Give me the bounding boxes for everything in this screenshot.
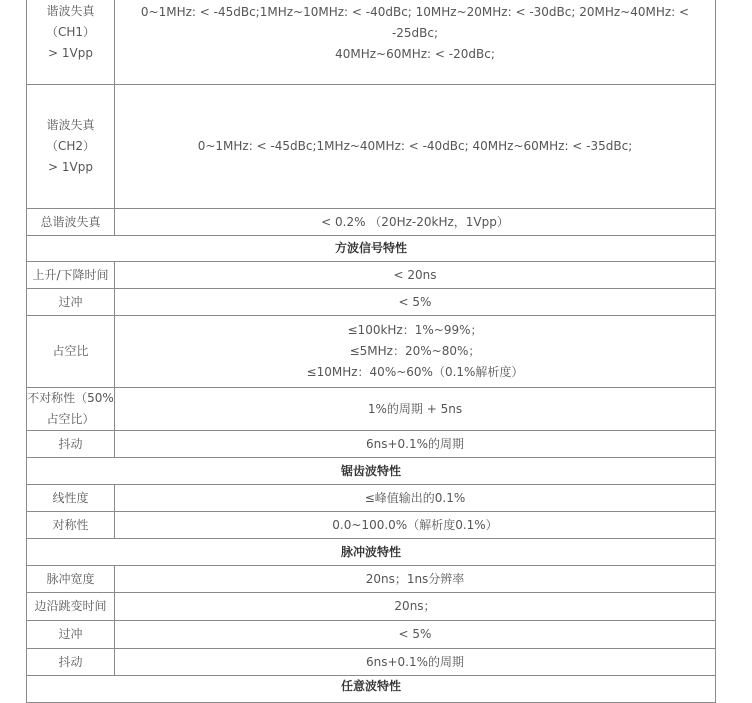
- table-row: [27, 85, 716, 209]
- row-value: 6ns+0.1%的周期: [115, 649, 716, 676]
- row-label: 对称性: [27, 512, 115, 539]
- row-label: 占空比: [27, 316, 115, 388]
- table-row: [27, 0, 716, 85]
- row-label: 脉冲宽度: [27, 566, 115, 593]
- row-label: [27, 85, 115, 209]
- table-row: [27, 209, 716, 236]
- row-value-line: 0~1MHz: < -45dBc;1MHz~10MHz: < -40dBc; 10MHz~20MHz: < -30dBc; 20MHz~40MHz: < -25dBc;: [140, 5, 690, 40]
- row-value: < 0.2% （20Hz-20kHz，1Vpp）: [115, 209, 716, 236]
- row-label-line: 不对称性（50%: [27, 391, 114, 405]
- row-value: ≤峰值输出的0.1%: [115, 485, 716, 512]
- section-title: 方波信号特性: [27, 236, 716, 262]
- table-row: [27, 512, 716, 539]
- row-label: 抖动: [27, 649, 115, 676]
- table-row: [27, 621, 716, 649]
- row-label: 抖动: [27, 431, 115, 458]
- table-row: [27, 289, 716, 316]
- section-header-row: [27, 458, 716, 485]
- row-label-line: > 1Vpp: [48, 160, 93, 174]
- row-value: 1%的周期 + 5ns: [115, 388, 716, 431]
- table-row: [27, 566, 716, 593]
- row-value: < 5%: [115, 621, 716, 649]
- row-label: [27, 388, 115, 431]
- row-label: 线性度: [27, 485, 115, 512]
- row-label: 过冲: [27, 289, 115, 316]
- row-value-line: ≤100kHz：1%~99%；: [347, 323, 483, 337]
- row-label: [27, 0, 115, 85]
- table-row: [27, 593, 716, 621]
- section-title: 任意波特性: [27, 676, 716, 703]
- row-value: 20ns；1ns分辨率: [115, 566, 716, 593]
- row-label-line: > 1Vpp: [48, 46, 93, 60]
- row-label: 边沿跳变时间: [27, 593, 115, 621]
- table-row: [27, 431, 716, 458]
- row-value-line: ≤10MHz：40%~60%（0.1%解析度）: [306, 365, 524, 379]
- section-header-row: [27, 676, 716, 703]
- row-value: < 20ns: [115, 262, 716, 289]
- row-label: 上升/下降时间: [27, 262, 115, 289]
- row-value: 0.0~100.0%（解析度0.1%）: [115, 512, 716, 539]
- section-title: 锯齿波特性: [27, 458, 716, 485]
- row-value: 6ns+0.1%的周期: [115, 431, 716, 458]
- table-row: [27, 649, 716, 676]
- row-label-line: （CH1）: [45, 25, 96, 39]
- row-value: [115, 316, 716, 388]
- table-row: [27, 262, 716, 289]
- row-value: [115, 0, 716, 85]
- table-row: [27, 316, 716, 388]
- table-row: [27, 485, 716, 512]
- section-title: 脉冲波特性: [27, 539, 716, 566]
- row-value-line: ≤5MHz：20%~80%；: [349, 344, 481, 358]
- section-header-row: [27, 539, 716, 566]
- row-value-line: 0~1MHz: < -45dBc;1MHz~40MHz: < -40dBc; 40MHz~60MHz: < -35dBc;: [197, 139, 633, 153]
- table-row: [27, 388, 716, 431]
- section-header-row: [27, 236, 716, 262]
- row-label-line: （CH2）: [45, 139, 96, 153]
- row-value: 20ns；: [115, 593, 716, 621]
- row-label-line: 谐波失真: [46, 4, 95, 18]
- row-value-line: 40MHz~60MHz: < -20dBc;: [335, 47, 495, 61]
- row-label: 总谐波失真: [27, 209, 115, 236]
- row-value: [115, 85, 716, 209]
- row-value: < 5%: [115, 289, 716, 316]
- row-label-line: 占空比）: [46, 412, 95, 426]
- row-label: 过冲: [27, 621, 115, 649]
- row-label-line: 谐波失真: [46, 118, 95, 132]
- spec-table: [26, 0, 716, 703]
